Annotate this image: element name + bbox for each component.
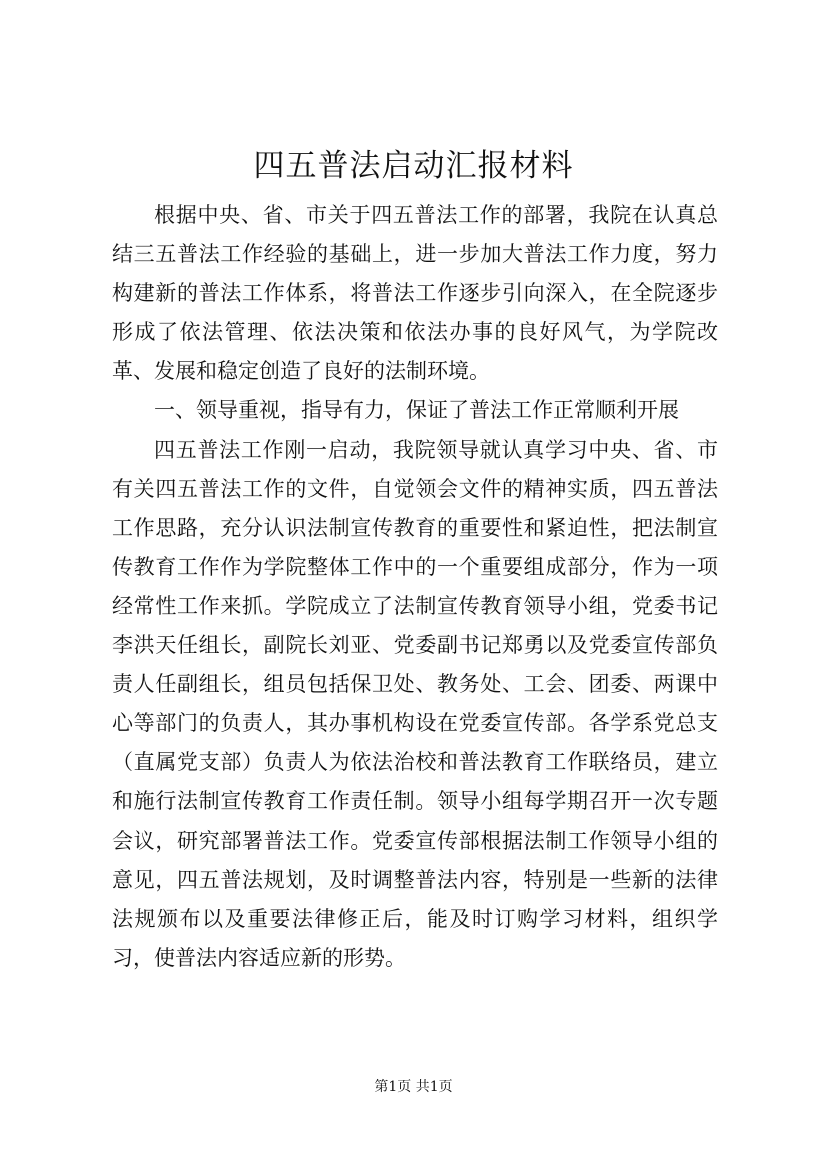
page-number-footer: 第1页 共1页 — [374, 1079, 453, 1095]
document-body — [112, 196, 718, 978]
paragraph-section-body: 四五普法工作刚一启动，我院领导就认真学习中央、省、市有关四五普法工作的文件，自觉领会文件的精神实质，四五普法工作思路，充分认识法制宣传教育的重要性和紧迫性，把法制宣传教育工作作为学院整体工作中的一个重要组成部分，作为一项经常性工作来抓。学院成立了法制宣传教育领导小组，党委书记李洪天任组长，副院长刘亚、党委副书记郑勇以及党委宣传部负责人任副组长，组员包括保卫处、教务处、工会、团委、两课中心等部门的负责人，其办事机构设在党委宣传部。各学系党总支（直属党支部）负责人为依法治校和普法教育工作联络员，建立和施行法制宣传教育工作责任制。领导小组每学期召开一次专题会议，研究部署普法工作。党委宣传部根据法制工作领导小组的意见，四五普法规划，及时调整普法内容，特别是一些新的法律法规颁布以及重要法律修正后，能及时订购学习材料，组织学习，使普法内容适应新的形势。 — [112, 437, 718, 970]
section-heading: 一、领导重视，指导有力，保证了普法工作正常顺利开展 — [154, 398, 679, 423]
paragraph-intro: 根据中央、省、市关于四五普法工作的部署，我院在认真总结三五普法工作经验的基础上，进一步加大普法工作力度，努力构建新的普法工作体系，将普法工作逐步引向深入，在全院逐步形成了依法管理、依法决策和依法办事的良好风气，为学院改革、发展和稳定创造了良好的法制环境。 — [112, 203, 718, 384]
document-title: 四五普法启动汇报材料 — [253, 148, 574, 184]
